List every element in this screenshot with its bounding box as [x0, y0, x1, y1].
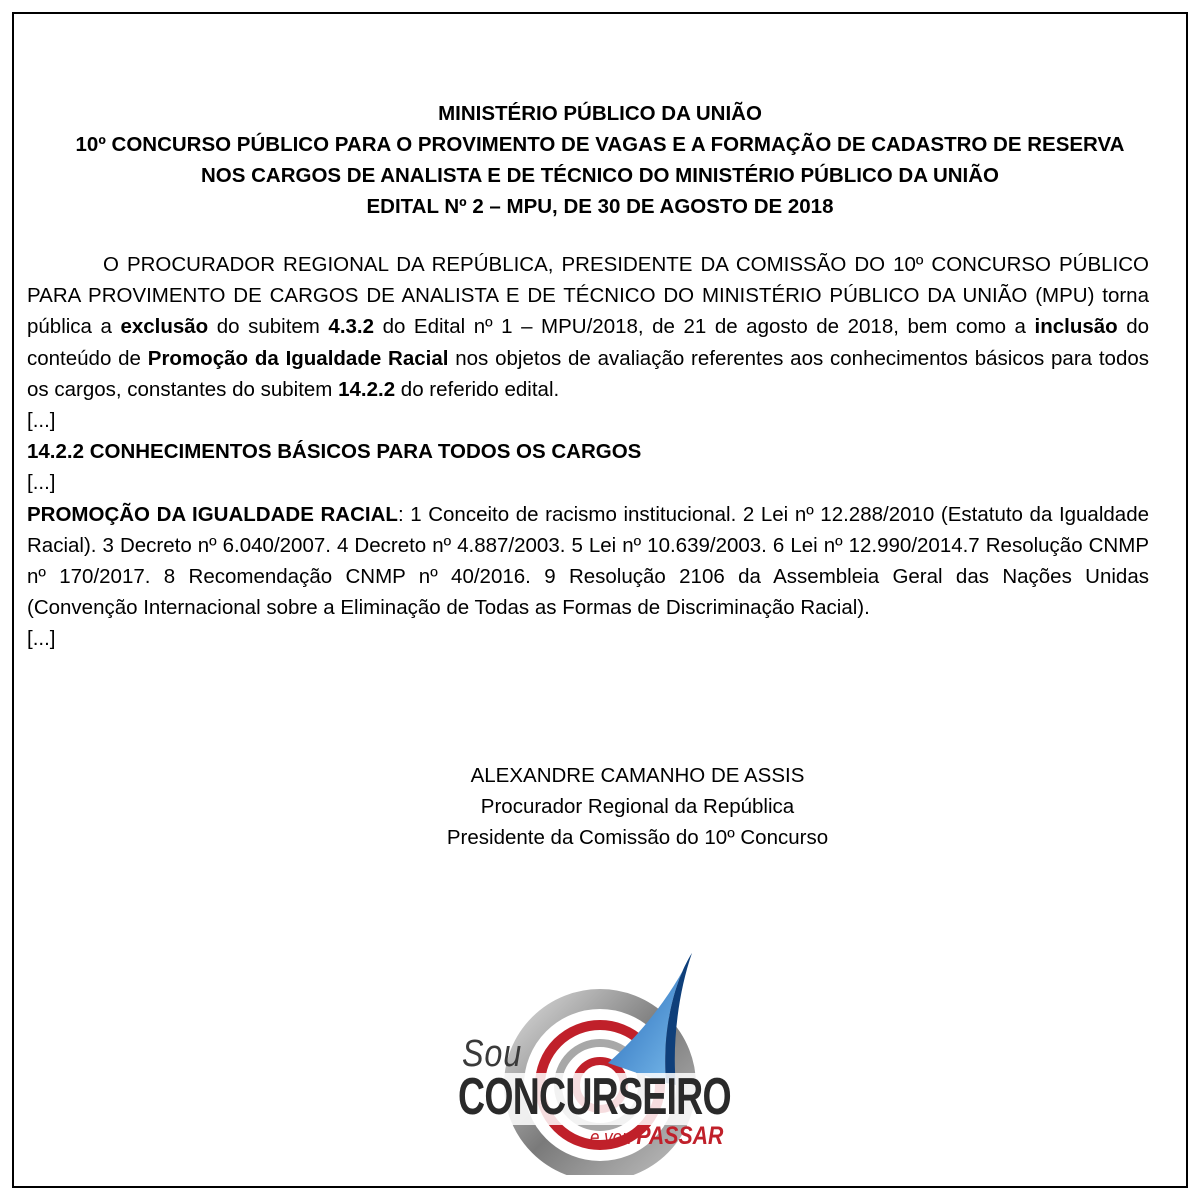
header-line-4: EDITAL Nº 2 – MPU, DE 30 DE AGOSTO DE 2018 [366, 195, 834, 218]
intro-text-k: do referido edital. [395, 377, 560, 401]
section-heading [27, 436, 1149, 467]
intro-bold-inclusao: inclusão [1034, 315, 1118, 339]
intro-text-a: O PROCURADOR REGIONAL DA REPÚBLICA, PRESIDENTE DA COMISSÃO DO 10º CONCURSO PÚBLICO PARA PROVIMENTO DE CARGOS DE ANALISTA E DE TÉCNICO DO MINISTÉRIO PÚBLICO DA UNIÃO (MPU) torna pública a [27, 253, 1149, 339]
promocao-paragraph [27, 499, 1149, 624]
intro-text-g: do conteúdo de [27, 315, 1150, 370]
section-heading-text: 14.2.2 CONHECIMENTOS BÁSICOS PARA TODOS OS CARGOS [27, 440, 642, 464]
logo-word-passar: PASSAR [636, 1122, 724, 1150]
promocao-text: : 1 Conceito de racismo institucional. 2 Lei nº 12.288/2010 (Estatuto da Igualdade Racial). 3 Decreto nº 6.040/2007. 4 Decreto nº 4.887/2003. 5 Lei nº 10.639/2003. 6 Lei nº 12.990/2014.7 Resolução CNMP nº 170/2017. 8 Recomendação CNMP nº 40/2016. 9 Resolução 2106 da Assembleia Geral das Nações Unidas (Convenção Internacional sobre a Eliminação de Todas as Formas de Discriminação Racial). [27, 502, 1149, 620]
intro-paragraph [27, 249, 1149, 405]
intro-bold-14-2-2: 14.2.2 [338, 377, 396, 401]
header-line-1: MINISTÉRIO PÚBLICO DA UNIÃO [438, 102, 762, 125]
sou-concurseiro-logo [440, 945, 760, 1175]
ellipsis-3: [...] [27, 627, 56, 651]
logo-word-sou: Sou [462, 1033, 523, 1075]
ellipsis-2: [...] [27, 471, 56, 495]
header-line-2: 10º CONCURSO PÚBLICO PARA O PROVIMENTO DE VAGAS E A FORMAÇÃO DE CADASTRO DE RESERVA [75, 133, 1125, 156]
logo-word-concurseiro: CONCURSEIRO [458, 1068, 731, 1126]
intro-text-i: nos objetos de avaliação referentes aos conhecimentos básicos para todos os cargos, constantes do subitem [27, 346, 1150, 401]
intro-bold-promocao: Promoção da Igualdade Racial [147, 346, 449, 370]
document-header [0, 98, 1200, 222]
signature-title: Presidente da Comissão do 10º Concurso [446, 826, 829, 849]
document-body [27, 249, 1149, 655]
ellipsis-1: [...] [27, 409, 56, 433]
signature-block [0, 760, 1200, 853]
intro-text-e: do Edital nº 1 – MPU/2018, de 21 de agosto de 2018, bem como a [374, 315, 1035, 339]
intro-bold-subitem: 4.3.2 [328, 315, 375, 339]
header-line-3: NOS CARGOS DE ANALISTA E DE TÉCNICO DO MINISTÉRIO PÚBLICO DA UNIÃO [200, 164, 999, 187]
promocao-label: PROMOÇÃO DA IGUALDADE RACIAL [27, 502, 398, 526]
intro-text-c: do subitem [208, 315, 329, 339]
logo-word-evou: e vou [590, 1127, 632, 1149]
logo-tagline [590, 1122, 723, 1151]
intro-bold-exclusao: exclusão [120, 315, 209, 339]
signature-name: ALEXANDRE CAMANHO DE ASSIS [470, 764, 805, 787]
signature-role: Procurador Regional da República [480, 795, 795, 818]
